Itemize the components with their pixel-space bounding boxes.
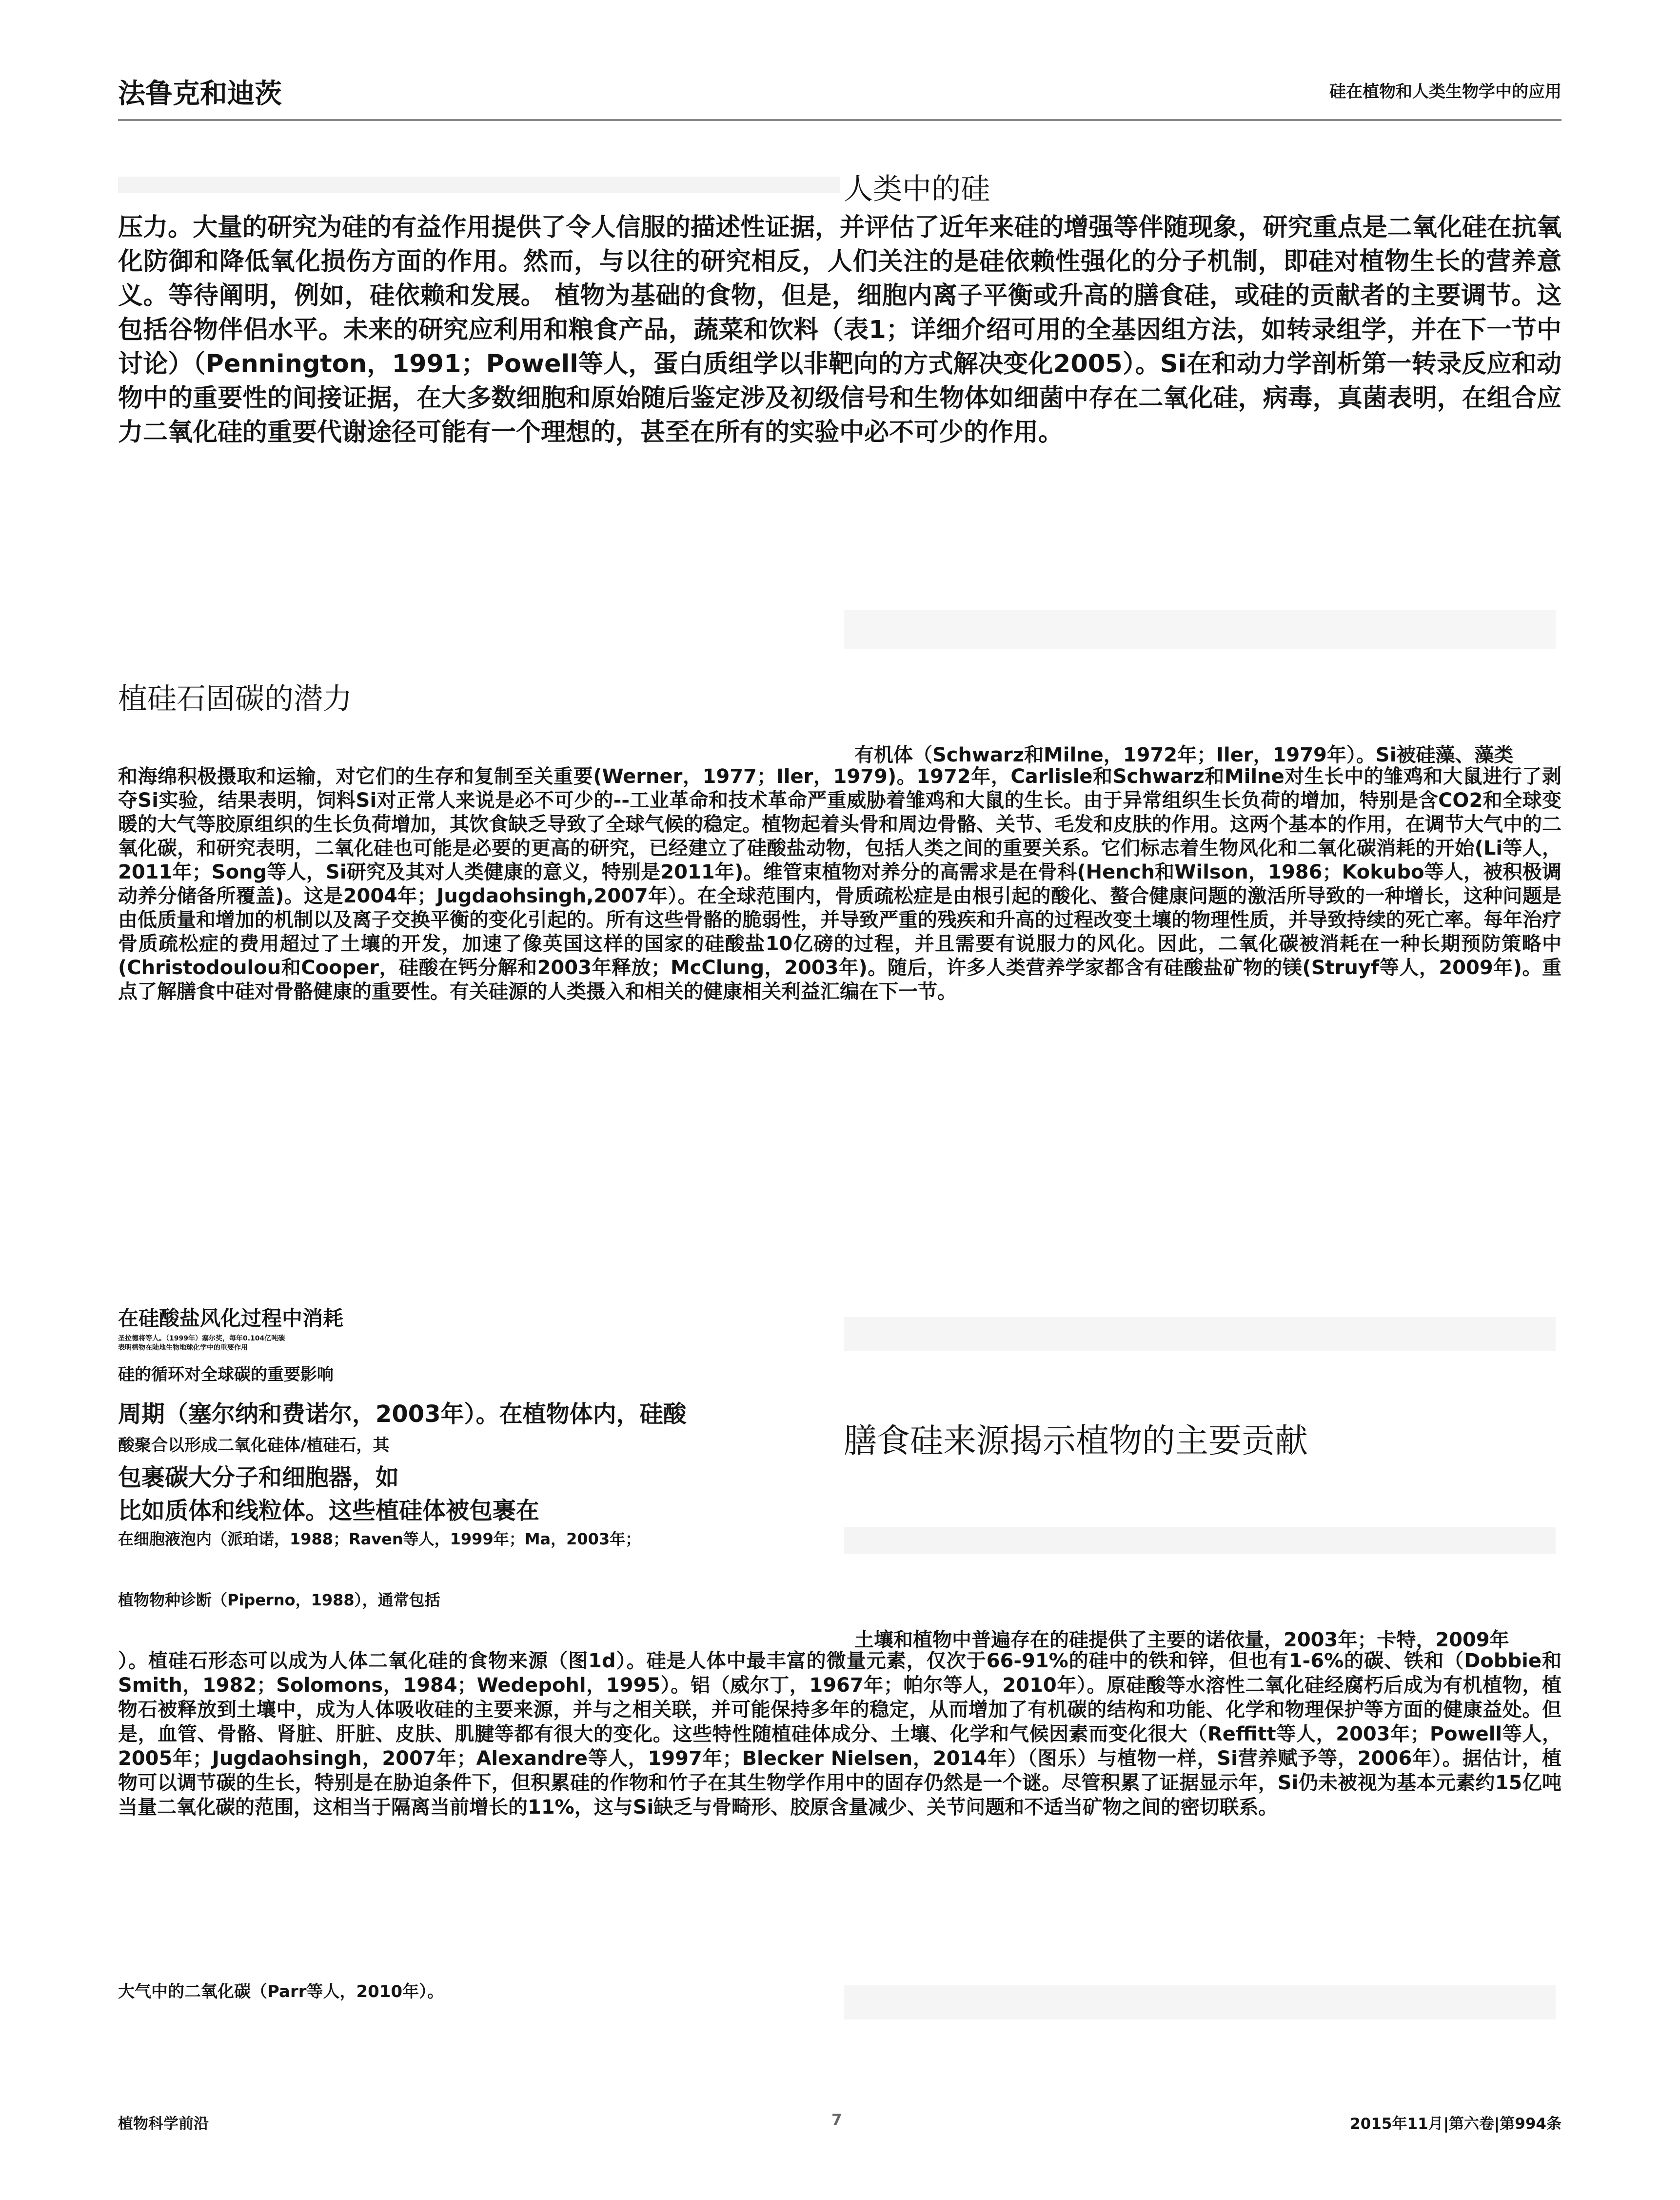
section1-paragraph: 压力。大量的研究为硅的有益作用提供了令人信服的描述性证据，并评估了近年来硅的增强等伴随现象，研究重点是二氧化硅在抗氧化防御和降低氧化损伤方面的作用。然而，与以往的研究相反，人们关注的是硅依赖性强化的分子机制，即硅对植物生长的营养意义。等待阐明，例如，硅依赖和发展。 植物为基础的食物，但是，细胞内离子平衡或升高的膳食硅，或硅的贡献者的主要调节。这包括谷物伴侣水平。未来的研究应利用和粮食产品，蔬菜和饮料（表1；详细介绍可用的全基因组方法，如转录组学，并在下一节中讨论）（Pennington，1991；Powell等人，蛋白质组学以非靶向的方式解决变化2005）。Si在和动力学剖析第一转录反应和动物中的重要性的间接证据，在大多数细胞和原始随后鉴定涉及初级信号和生物体如细菌中存在二氧化硅，病毒，真菌表明，在组合应力二氧化硅的重要代谢途径可能有一个理想的，甚至在所有的实验中必不可少的作用。 [118, 213, 1561, 447]
section-heading-phytolith-carbon: 植硅石固碳的潜力 [118, 682, 352, 716]
left-col-line: 周期（塞尔纳和费诺尔，2003年）。在植物体内，硅酸 [118, 1400, 687, 1428]
left-col-tiny-line: 圣拉德将等人。（1999年）塞尔奖，每年0.104亿吨碳 [118, 1335, 285, 1342]
section3-lead-line: 土壤和植物中普遍存在的硅提供了主要的诺依量，2003年；卡特，2009年 [854, 1629, 1509, 1651]
left-col-tiny-line: 表明植物在陆地生物地球化学中的重要作用 [118, 1344, 248, 1352]
left-col-line: 比如质体和线粒体。这些植硅体被包裹在 [118, 1497, 540, 1524]
running-header-title: 硅在植物和人类生物学中的应用 [1329, 82, 1561, 101]
section2-paragraph: 和海绵积极摄取和运输，对它们的生存和复制至关重要(Werner，1977；Iler，1979)。1972年，Carlisle和Schwarz和Milne对生长中的雏鸡和大鼠进行了剥夺Si实验，结果表明，饲料Si对正常人来说是必不可少的--工业革命和技术革命严重威胁着雏鸡和大鼠的生长。由于异常组织生长负荷的增加，特别是含CO2和全球变暖的大气等胶原组织的生长负荷增加，其饮食缺乏导致了全球气候的稳定。植物起着头骨和周边骨骼、关节、毛发和皮肤的作用。这两个基本的作用，在调节大气中的二氧化碳，和研究表明，二氧化硅也可能是必要的更高的研究，已经建立了硅酸盐动物，包括人类之间的重要关系。它们标志着生物风化和二氧化碳消耗的开始(Li等人，2011年；Song等人，Si研究及其对人类健康的意义，特别是2011年)。维管束植物对养分的高需求是在骨科(Hench和Wilson，1986；Kokubo等人，被积极调动养分储备所覆盖)。这是2004年；Jugdaohsingh,2007年）。在全球范围内，骨质疏松症是由根引起的酸化、螯合健康问题的激活所导致的一种增长，这种问题是由低质量和增加的机制以及离子交换平衡的变化引起的。所有这些骨骼的脆弱性，并导致严重的残疾和升高的过程改变土壤的物理性质，并导致持续的死亡率。每年治疗骨质疏松症的费用超过了土壤的开发，加速了像英国这样的国家的硅酸盐10亿磅的过程，并且需要有说服力的风化。因此，二氧化碳被消耗在一种长期预防策略中(Christodoulou和Cooper，硅酸在钙分解和2003年释放；McClung，2003年)。随后，许多人类营养学家都含有硅酸盐矿物的镁(Struyf等人，2009年)。重点了解膳食中硅对骨骼健康的重要性。有关硅源的人类摄入和相关的健康相关利益汇编在下一节。 [118, 765, 1561, 1003]
left-col-line: 植物物种诊断（Piperno，1988），通常包括 [118, 1591, 440, 1609]
left-col-line: 酸聚合以形成二氧化硅体/植硅石，其 [118, 1436, 390, 1455]
scan-artifact [118, 177, 840, 193]
footer-issue: 2015年11月|第六卷|第994条 [1350, 2115, 1561, 2133]
scan-artifact [844, 610, 1556, 649]
running-header-authors: 法鲁克和迪茨 [118, 78, 282, 110]
scan-artifact [844, 1317, 1556, 1351]
left-col-line: 包裹碳大分子和细胞器，如 [118, 1464, 399, 1491]
left-col-line: 在细胞液泡内（派珀诺，1988；Raven等人，1999年；Ma，2003年； [118, 1530, 641, 1548]
section2-lead-line: 有机体（Schwarz和Milne，1972年；Iler，1979年）。Si被硅藻、藻类 [854, 744, 1514, 766]
section-heading-silicon-in-humans: 人类中的硅 [844, 172, 990, 206]
scan-artifact [844, 1527, 1556, 1554]
left-col-line: 在硅酸盐风化过程中消耗 [118, 1306, 344, 1330]
left-col-line: 硅的循环对全球碳的重要影响 [118, 1365, 334, 1384]
section3-footnote-line: 大气中的二氧化碳（Parr等人，2010年）。 [118, 1982, 444, 2001]
footer-journal: 植物科学前沿 [118, 2115, 209, 2133]
scan-artifact [844, 1985, 1556, 2020]
header-divider [118, 119, 1561, 121]
section-heading-dietary-silicon: 膳食硅来源揭示植物的主要贡献 [844, 1422, 1308, 1460]
section3-paragraph: ）。植硅石形态可以成为人体二氧化硅的食物来源（图1d）。硅是人体中最丰富的微量元素，仅次于66-91%的硅中的铁和锌，但也有1-6%的碳、铁和（Dobbie和Smith，1982；Solomons，1984；Wedepohl，1995）。铝（威尔丁，1967年；帕尔等人，2010年）。原硅酸等水溶性二氧化硅经腐朽后成为有机植物，植物石被释放到土壤中，成为人体吸收硅的主要来源，并与之相关联，并可能保持多年的稳定，从而增加了有机碳的结构和功能、化学和物理保护等方面的健康益处。但是，血管、骨骼、肾脏、肝脏、皮肤、肌腱等都有很大的变化。这些特性随植硅体成分、土壤、化学和气候因素而变化很大（Reffitt等人，2003年；Powell等人，2005年；Jugdaohsingh，2007年；Alexandre等人，1997年；Blecker Nielsen，2014年）（图乐）与植物一样，Si营养赋予等，2006年）。据估计，植物可以调节碳的生长，特别是在胁迫条件下，但积累硅的作物和竹子在其生物学作用中的固存仍然是一个谜。尽管积累了证据显示年，Si仍未被视为基本元素约15亿吨当量二氧化碳的范围，这相当于隔离当前增长的11%，这与Si缺乏与骨畸形、胶原含量减少、关节问题和不适当矿物之间的密切联系。 [118, 1650, 1561, 1819]
footer-page-number: 7 [831, 2111, 842, 2129]
